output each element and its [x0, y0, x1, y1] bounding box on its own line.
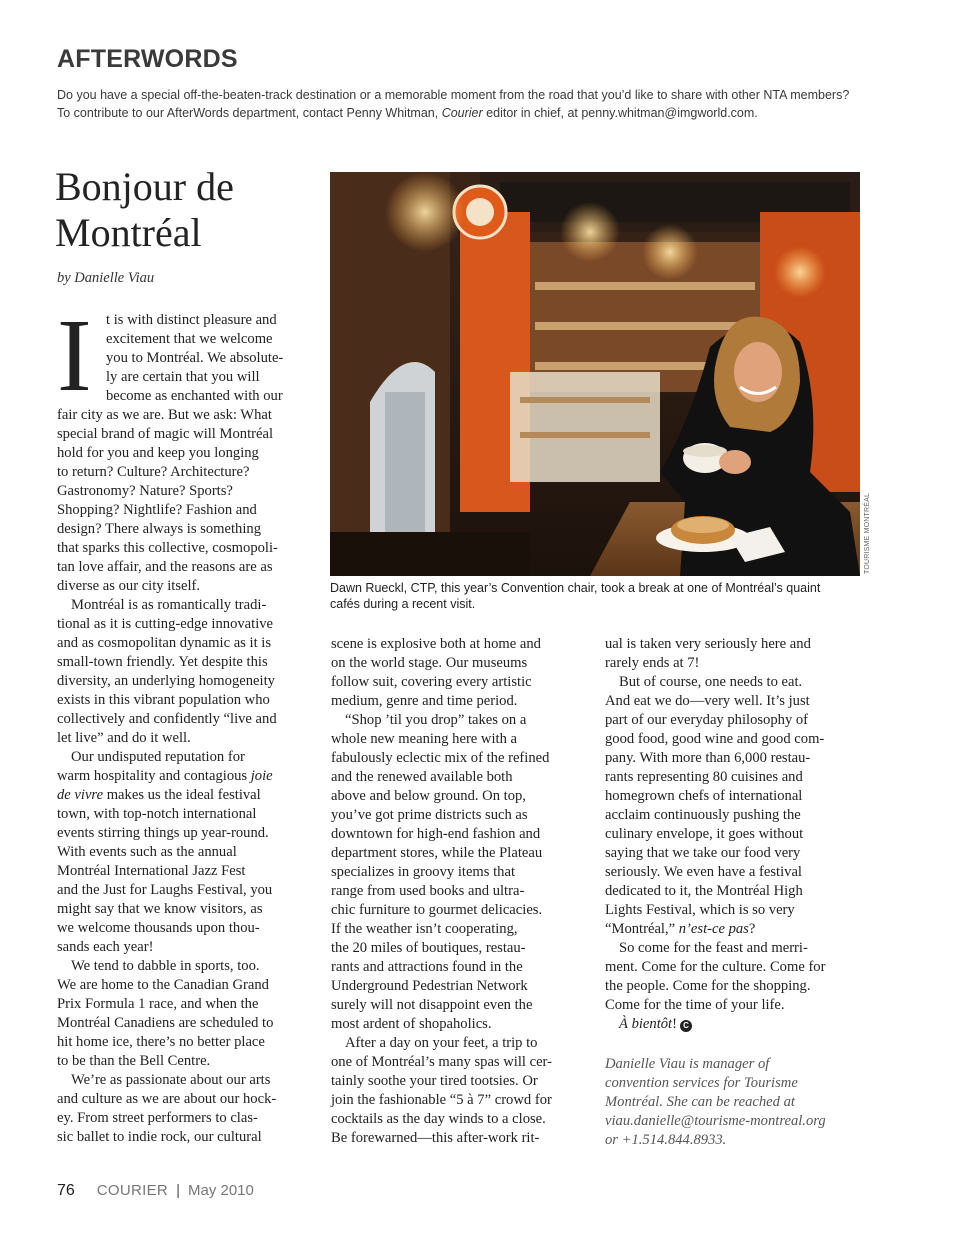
publication-name: COURIER	[96, 1182, 169, 1199]
text-line: specializes in groovy items that	[331, 864, 515, 880]
text-line: Gastronomy? Nature? Sports?	[57, 483, 233, 499]
text-line: above and below ground. On top,	[331, 788, 526, 804]
text-line	[619, 1016, 692, 1033]
text-line: rants representing 80 cuisines and	[605, 769, 803, 785]
text-line: special brand of magic will Montréal	[57, 426, 273, 442]
byline: by Danielle Viau	[57, 270, 155, 286]
text-line: ual is taken very seriously here and	[605, 636, 811, 652]
issue-date: May 2010	[187, 1182, 254, 1199]
text-line: and as cosmopolitan dynamic as it is	[57, 635, 272, 651]
text-line: seriously. We even have a festival	[605, 864, 802, 880]
text-line: department stores, while the Plateau	[331, 845, 543, 861]
text-line: join the fashionable “5 à 7” crowd for	[331, 1092, 552, 1108]
drop-cap: I	[57, 298, 92, 413]
text-line: become as enchanted with our	[106, 388, 283, 404]
text-line: We are home to the Canadian Grand	[57, 977, 269, 993]
text-line: medium, genre and time period.	[331, 693, 518, 709]
text-line: rarely ends at 7!	[605, 655, 700, 671]
text-line: diverse as our city itself.	[57, 578, 201, 594]
text-line: you’ve got prime districts such as	[331, 807, 528, 823]
text-line: Underground Pedestrian Network	[331, 978, 528, 994]
text-line: downtown for high-end fashion and	[331, 826, 541, 842]
text-line: hit home ice, there’s no better place	[57, 1034, 265, 1050]
text-line: design? There always is something	[57, 521, 261, 537]
text-run: “Montréal,”	[605, 921, 679, 937]
text-line: ly are certain that you will	[106, 369, 260, 385]
text-line: ment. Come for the culture. Come for	[605, 959, 826, 975]
text-line: scene is explosive both at home and	[331, 636, 541, 652]
italic-phrase: n’est-ce pas	[678, 921, 749, 937]
text-line: So come for the feast and merri-	[619, 940, 808, 956]
text-line: We tend to dabble in sports, too.	[71, 958, 260, 974]
text-line: sic ballet to indie rock, our cultural	[57, 1129, 262, 1145]
text-line: But of course, one needs to eat.	[619, 674, 803, 690]
intro-text: To contribute to our AfterWords department, contact Penny Whitman,	[57, 106, 442, 120]
text-line: range from used books and ultra-	[331, 883, 525, 899]
text-run: ?	[748, 921, 756, 937]
text-line: And eat we do—very well. It’s just	[605, 693, 810, 709]
publication-name: Courier	[441, 106, 483, 120]
text-line: Be forewarned—this after-work rit-	[331, 1130, 540, 1146]
text-line	[57, 768, 273, 785]
text-line: fair city as we are. But we ask: What	[57, 407, 272, 423]
text-line: diversity, an underlying homogeneity	[57, 673, 275, 689]
text-line: collectively and confidently “live and	[57, 711, 277, 727]
end-mark-icon: C	[680, 1020, 692, 1032]
author-bio-line: Danielle Viau is manager of	[605, 1056, 770, 1072]
text-line: to be than the Bell Centre.	[57, 1053, 211, 1069]
photo-caption	[330, 580, 870, 612]
text-line: Montréal is as romantically tradi-	[71, 597, 267, 613]
text-line: ey. From street performers to clas-	[57, 1110, 258, 1126]
text-line: the people. Come for the shopping.	[605, 978, 811, 994]
text-line: “Shop ’til you drop” takes on a	[345, 712, 527, 728]
text-line: and the Just for Laughs Festival, you	[57, 882, 273, 898]
text-line: homegrown chefs of international	[605, 788, 803, 804]
author-bio-line: convention services for Tourisme	[605, 1075, 798, 1091]
text-line: t is with distinct pleasure and	[106, 312, 277, 328]
article-title	[55, 164, 234, 256]
text-line: might say that we know visitors, as	[57, 901, 263, 917]
caption-line: Dawn Rueckl, CTP, this year’s Convention chair, took a break at one of Montréal’s quaint	[330, 581, 821, 595]
department-title: AFTERWORDS	[57, 45, 238, 73]
text-line: follow suit, covering every artistic	[331, 674, 532, 690]
text-line: dedicated to it, the Montréal High	[605, 883, 803, 899]
text-line: culinary envelope, it goes without	[605, 826, 804, 842]
text-line: to return? Culture? Architecture?	[57, 464, 250, 480]
author-bio-line: Montréal. She can be reached at	[605, 1094, 795, 1110]
text-line: acclaim continuously pushing the	[605, 807, 801, 823]
department-intro-line: Do you have a special off-the-beaten-track destination or a memorable moment from the road that you’d like to share with other NTA members?	[57, 88, 850, 102]
text-line: part of our everyday philosophy of	[605, 712, 809, 728]
caption-line: cafés during a recent visit.	[330, 597, 476, 611]
text-line: Prix Formula 1 race, and when the	[57, 996, 259, 1012]
text-run: warm hospitality and contagious	[57, 768, 251, 784]
text-line: exists in this vibrant population who	[57, 692, 270, 708]
author-bio-line: viau.danielle@tourisme-montreal.org	[605, 1113, 826, 1129]
text-line: cocktails as the day winds to a close.	[331, 1111, 546, 1127]
text-line: tional as it is cutting-edge innovative	[57, 616, 274, 632]
text-line: With events such as the annual	[57, 844, 237, 860]
cafe-photo	[330, 172, 860, 576]
text-line: Shopping? Nightlife? Fashion and	[57, 502, 257, 518]
photo-credit: TOURISME MONTRÉAL	[864, 492, 871, 574]
text-line: let live” and do it well.	[57, 730, 191, 746]
text-run: makes us the ideal festival	[103, 787, 261, 803]
footer-separator: |	[176, 1182, 180, 1199]
text-line: and the renewed available both	[331, 769, 513, 785]
page-footer	[57, 1182, 254, 1200]
text-line: saying that we take our food very	[605, 845, 801, 861]
italic-phrase: de vivre	[57, 787, 104, 803]
text-line: small-town friendly. Yet despite this	[57, 654, 268, 670]
text-line: events stirring things up year-round.	[57, 825, 269, 841]
text-line: that sparks this collective, cosmopoli-	[57, 540, 278, 556]
department-intro-line	[57, 104, 917, 122]
text-line: tainly soothe your tired tootsies. Or	[331, 1073, 538, 1089]
author-bio-line: or +1.514.844.8933.	[605, 1132, 727, 1148]
intro-text: editor in chief, at penny.whitman@imgworld.com.	[482, 106, 758, 120]
text-line: chic furniture to gourmet delicacies.	[331, 902, 543, 918]
article-title-line: Bonjour de	[55, 164, 234, 209]
text-line: tan love affair, and the reasons are as	[57, 559, 273, 575]
text-line: After a day on your feet, a trip to	[345, 1035, 538, 1051]
text-line: If the weather isn’t cooperating,	[331, 921, 518, 937]
text-line: you to Montréal. We absolute-	[106, 350, 284, 366]
page-number: 76	[57, 1182, 75, 1199]
text-line	[605, 921, 755, 938]
text-line: Our undisputed reputation for	[71, 749, 245, 765]
text-line: one of Montréal’s many spas will cer-	[331, 1054, 552, 1070]
text-line: We’re as passionate about our arts	[71, 1072, 271, 1088]
text-line: surely will not disappoint even the	[331, 997, 533, 1013]
italic-phrase: joie	[250, 768, 273, 784]
text-line: Montréal Canadiens are scheduled to	[57, 1015, 274, 1031]
text-run: !	[672, 1016, 677, 1032]
text-line: town, with top-notch international	[57, 806, 257, 822]
text-line: good food, good wine and good com-	[605, 731, 825, 747]
text-line: excitement that we welcome	[106, 331, 273, 347]
text-line: and culture as we are about our hock-	[57, 1091, 277, 1107]
text-line: whole new meaning here with a	[331, 731, 518, 747]
text-line: hold for you and keep you longing	[57, 445, 259, 461]
text-line: fabulously eclectic mix of the refined	[331, 750, 550, 766]
cafe-scene-illustration	[330, 172, 860, 576]
department-intro	[57, 86, 917, 122]
text-line: most ardent of shopaholics.	[331, 1016, 492, 1032]
text-line: sands each year!	[57, 939, 154, 955]
text-line: Come for the time of your life.	[605, 997, 785, 1013]
text-line: Lights Festival, which is so very	[605, 902, 795, 918]
text-line	[57, 787, 261, 804]
text-line: Montréal International Jazz Fest	[57, 863, 246, 879]
text-line: rants and attractions found in the	[331, 959, 523, 975]
text-line: on the world stage. Our museums	[331, 655, 528, 671]
text-line: pany. With more than 6,000 restau-	[605, 750, 811, 766]
italic-phrase: À bientôt	[619, 1016, 673, 1032]
article-title-line: Montréal	[55, 210, 202, 255]
text-line: the 20 miles of boutiques, restau-	[331, 940, 526, 956]
text-line: we welcome thousands upon thou-	[57, 920, 260, 936]
